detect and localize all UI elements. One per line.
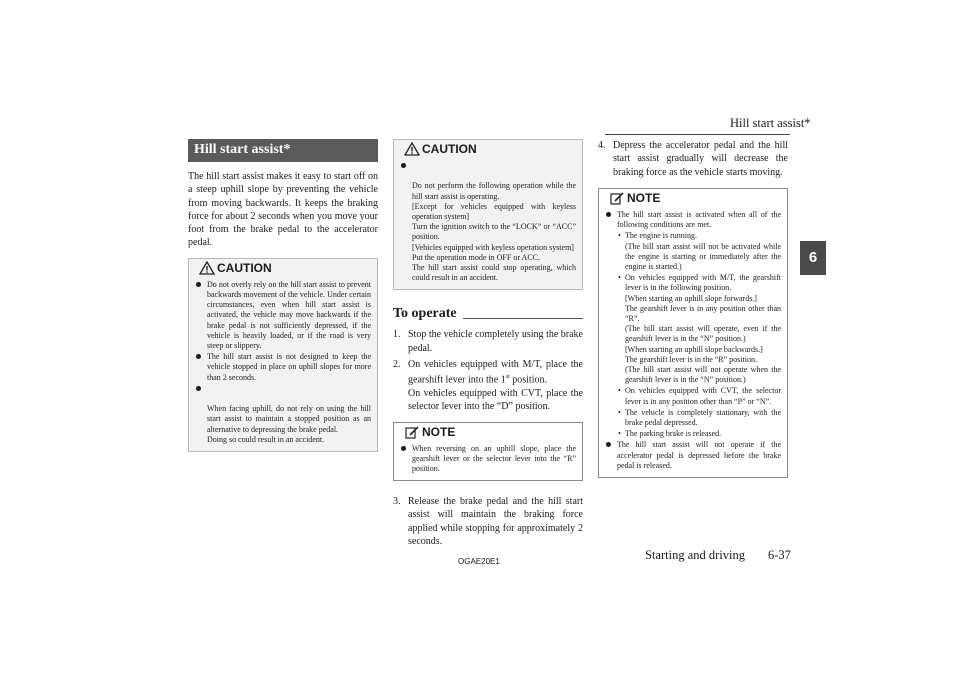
condition-item: • On vehicles equipped with M/T, the gearshift lever is in the following position. [When starting an uphill slope forwards.] The gearshift lever is in any position other than “R”. (The hill start assist will operate, even if the gearshift lever is in the “N” position.) [When starting an uphill slope backwards.] The gearshift lever is in the “R” position. (The hill start assist will not operate when the gearshift lever is in the “N” position.) [618,273,781,385]
subheading-text: To operate [393,306,457,322]
caution-label: CAUTION [217,260,272,275]
column-2 [393,139,583,548]
caution-item: Do not perform the following operation while the hill start assist is operating. [Except for vehicles equipped with keyless operation system] Turn the ignition switch to the “LOCK” or “ACC” position. [Vehicles equipped with keyless operation system] Put the operation mode in OFF or ACC. The hill start assist could stop operating, which could result in an accident. [400,161,576,283]
note-header [599,189,787,207]
warning-icon [199,261,215,275]
step-3: 3. Release the brake pedal and the hill start assist will maintain the braking force applied while stopping for approximately 2 seconds. [393,496,583,548]
condition-item: • The engine is running. (The hill start assist will not be activated while the engine is starting or immediately after the engine is started.) [618,231,781,271]
condition-item: • The vehicle is completely stationary, with the brake pedal depressed. [618,407,781,427]
note-label: NOTE [422,424,456,439]
subheading-rule [463,318,583,319]
intro-paragraph: The hill start assist makes it easy to start off on a steep uphill slope by preventing the vehicle from moving backwards. It keeps the braking force for about 2 seconds when you move your foot from the brake pedal to the accelerator pedal. [188,171,378,249]
section-title: Hill start assist* [188,139,378,162]
note-box [393,422,583,482]
step-1: 1. Stop the vehicle completely using the brake pedal. [393,329,583,354]
footer-section-name: Starting and driving [645,548,745,562]
bullet-dot [606,442,611,447]
chapter-tab: 6 [800,241,826,275]
caution-header [189,259,377,277]
caution-box [188,258,378,452]
step-2-cvt: On vehicles equipped with CVT, place the selector lever into the “D” position. [408,387,583,413]
caution-header [394,140,582,158]
column-3 [598,139,788,478]
subheading [393,300,583,322]
bullet-dot [196,354,201,359]
caution-item: The hill start assist is not designed to keep the vehicle stopped in place on uphill slopes for more than 2 seconds. [195,352,371,383]
note-item: The hill start assist is activated when all of the following conditions are met. [605,210,781,230]
note-header [394,423,582,441]
condition-item: • The parking brake is released. [618,429,722,439]
page-header-title: Hill start assist* [730,116,811,130]
caution-label: CAUTION [422,142,477,156]
note-label: NOTE [627,190,661,205]
bullet-dot [401,446,406,451]
note-pencil-icon [404,425,420,439]
caution-item: Do not overly rely on the hill start assist to prevent backwards movement of the vehicle. Under certain circumstances, even when hill start assist is activated, the vehicle may move backwards if the brake pedal is not sufficiently depressed, if the vehicle is heavily loaded, or if the road is very steep or slippery. [195,280,371,351]
caution-item: When facing uphill, do not rely on using the hill start assist to maintain a stopped position as an alternative to depressing the brake pedal. Doing so could result in an accident. [195,384,371,445]
warning-icon [404,142,420,156]
caution-box [393,139,583,290]
bullet-dot [401,163,406,168]
condition-item: • On vehicles equipped with CVT, the selector lever is in any position other than “P” or “N”. [618,386,781,406]
step-2: 2. On vehicles equipped with M/T, place the gearshift lever into the 1st position. On vehicles equipped with CVT, place the selector lever into the “D” position. [393,359,583,413]
document-code: OGAE20E1 [458,557,500,566]
note-box [598,188,788,478]
note-item: The hill start assist will not operate if the accelerator pedal is depressed before the brake pedal is released. [605,440,781,471]
step-4: 4. Depress the accelerator pedal and the hill start assist gradually will decrease the braking force as the vehicle starts moving. [598,140,788,178]
bullet-dot [606,212,611,217]
note-pencil-icon [609,191,625,205]
bullet-dot [196,386,201,391]
note-item: When reversing on an uphill slope, place the gearshift lever or the selector lever into the “R” position. [400,444,576,475]
page-number: 6-37 [768,548,791,562]
bullet-dot [196,282,201,287]
column-1 [188,139,378,452]
header-rule [605,134,790,135]
